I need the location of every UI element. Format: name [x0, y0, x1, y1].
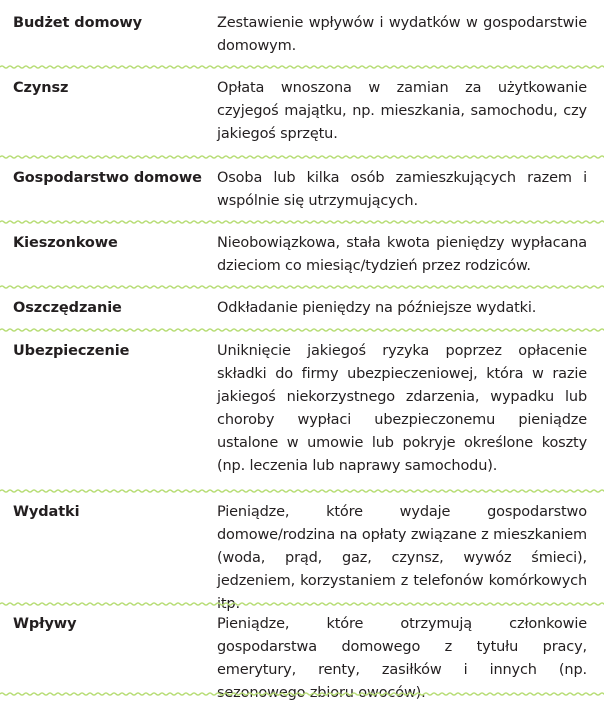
glossary-term: Ubezpieczenie: [13, 343, 130, 359]
glossary-term: Kieszonkowe: [13, 235, 118, 251]
glossary-definition: Uniknięcie jakiegoś ryzyka poprzez opłacenie składki do firmy ubezpieczeniowej, która w razie jakiegoś niekorzystnego zdarzenia, wypadku lub choroby wypłaci ubezpieczonemu pieniądze ustalone w umowie lub pokryje określone koszty (np. leczenia lub naprawy samochodu).: [217, 343, 587, 474]
glossary-definition: Opłata wnoszona w zamian za użytkowanie czyjegoś majątku, np. mieszkania, samochodu, czy jakiegoś sprzętu.: [217, 80, 587, 142]
glossary-definition: Odkładanie pieniędzy na późniejsze wydatki.: [217, 300, 537, 316]
wavy-divider: [0, 600, 604, 608]
glossary-term: Czynsz: [13, 80, 69, 96]
glossary-term: Oszczędzanie: [13, 300, 122, 316]
wavy-divider: [0, 218, 604, 226]
glossary-term: Budżet domowy: [13, 15, 142, 31]
glossary-definition: Osoba lub kilka osób zamieszkujących razem i wspólnie się utrzymujących.: [217, 170, 587, 209]
wavy-divider: [0, 326, 604, 334]
wavy-divider: [0, 63, 604, 71]
wavy-divider: [0, 153, 604, 161]
glossary-term: Wydatki: [13, 504, 80, 520]
wavy-divider: [0, 690, 604, 698]
glossary-definition: Zestawienie wpływów i wydatków w gospodarstwie domowym.: [217, 15, 587, 54]
wavy-divider: [0, 487, 604, 495]
glossary-term: Gospodarstwo domowe: [13, 170, 202, 186]
glossary-definition: Pieniądze, które wydaje gospodarstwo domowe/rodzina na opłaty związane z mieszkaniem (woda, prąd, gaz, czynsz, wywóz śmieci), jedzeniem, korzystaniem z telefonów komórkowych itp.: [217, 504, 587, 612]
glossary-term: Wpływy: [13, 616, 77, 632]
glossary-definition: Nieobowiązkowa, stała kwota pieniędzy wypłacana dzieciom co miesiąc/tydzień przez rodziców.: [217, 235, 587, 274]
glossary-definition: Pieniądze, które otrzymują członkowie gospodarstwa domowego z tytułu pracy, emerytury, renty, zasiłków i innych (np. sezonowego zbioru owoców).: [217, 616, 587, 701]
wavy-divider: [0, 283, 604, 291]
